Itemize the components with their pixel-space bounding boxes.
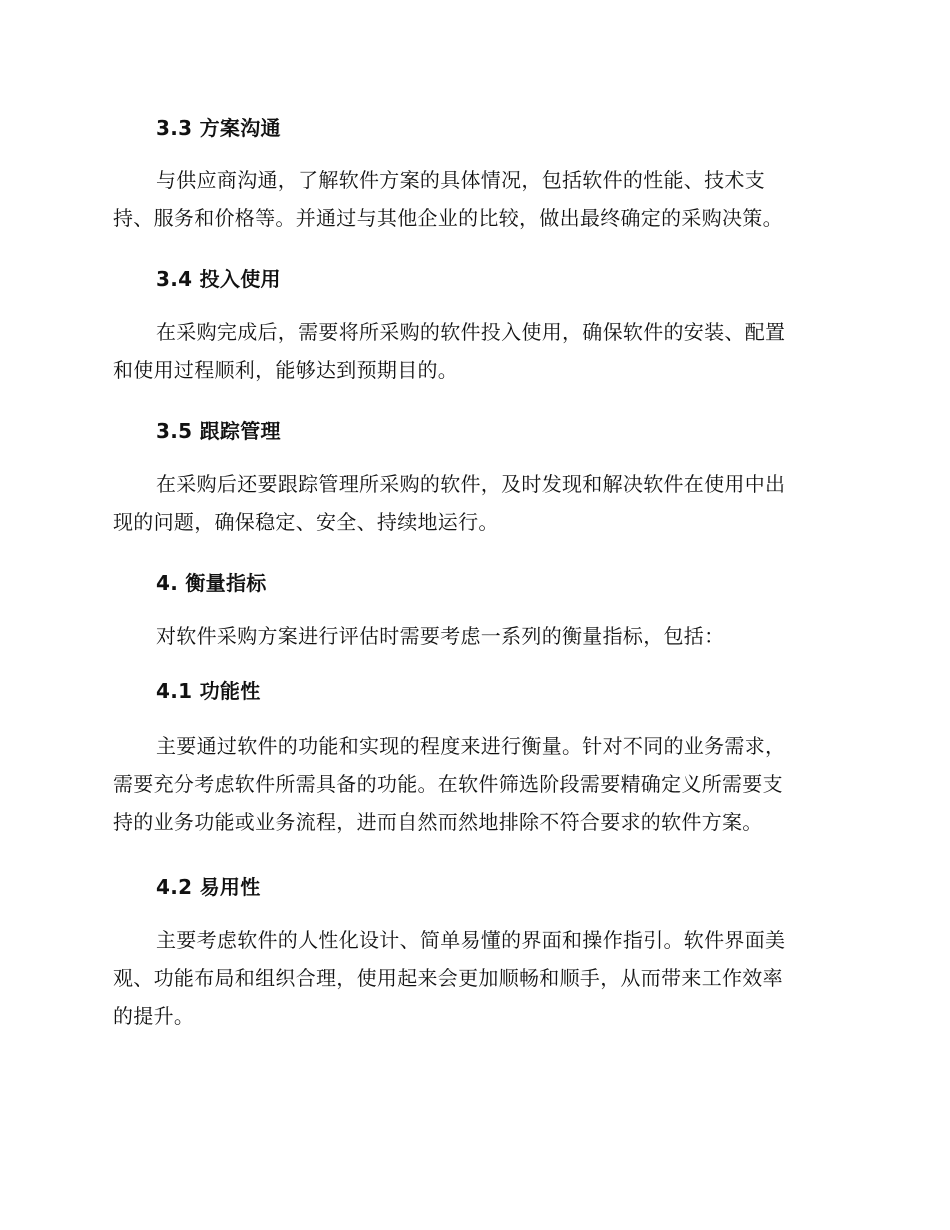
section-heading-4-2: 4.2 易用性 <box>156 875 261 899</box>
section-heading-3-5: 3.5 跟踪管理 <box>156 419 281 443</box>
section-heading-4-1: 4.1 功能性 <box>156 679 261 703</box>
paragraph-line: 观、功能布局和组织合理，使用起来会更加顺畅和顺手，从而带来工作效率 <box>113 966 783 990</box>
paragraph-line: 在采购后还要跟踪管理所采购的软件，及时发现和解决软件在使用中出 <box>156 472 786 496</box>
paragraph-3-4 <box>113 313 833 389</box>
paragraph-line: 在采购完成后，需要将所采购的软件投入使用，确保软件的安装、配置 <box>156 320 786 344</box>
paragraph-line: 对软件采购方案进行评估时需要考虑一系列的衡量指标，包括： <box>156 624 725 648</box>
paragraph-4 <box>113 617 833 655</box>
section-heading-3-3: 3.3 方案沟通 <box>156 116 281 140</box>
section-heading-4: 4. 衡量指标 <box>156 571 267 595</box>
paragraph-line: 和使用过程顺利，能够达到预期目的。 <box>113 358 459 382</box>
paragraph-line: 持的业务功能或业务流程，进而自然而然地排除不符合要求的软件方案。 <box>113 810 763 834</box>
paragraph-line: 与供应商沟通，了解软件方案的具体情况，包括软件的性能、技术支 <box>156 168 765 192</box>
paragraph-line: 需要充分考虑软件所需具备的功能。在软件筛选阶段需要精确定义所需要支 <box>113 772 783 796</box>
paragraph-3-3 <box>113 161 833 237</box>
paragraph-line: 现的问题，确保稳定、安全、持续地运行。 <box>113 510 499 534</box>
paragraph-line: 的提升。 <box>113 1004 195 1028</box>
section-heading-3-4: 3.4 投入使用 <box>156 267 281 291</box>
paragraph-line: 主要考虑软件的人性化设计、简单易懂的界面和操作指引。软件界面美 <box>156 928 786 952</box>
paragraph-4-1 <box>113 727 833 841</box>
paragraph-3-5 <box>113 465 833 541</box>
paragraph-4-2 <box>113 921 833 1035</box>
paragraph-line: 主要通过软件的功能和实现的程度来进行衡量。针对不同的业务需求， <box>156 734 786 758</box>
paragraph-line: 持、服务和价格等。并通过与其他企业的比较，做出最终确定的采购决策。 <box>113 206 783 230</box>
